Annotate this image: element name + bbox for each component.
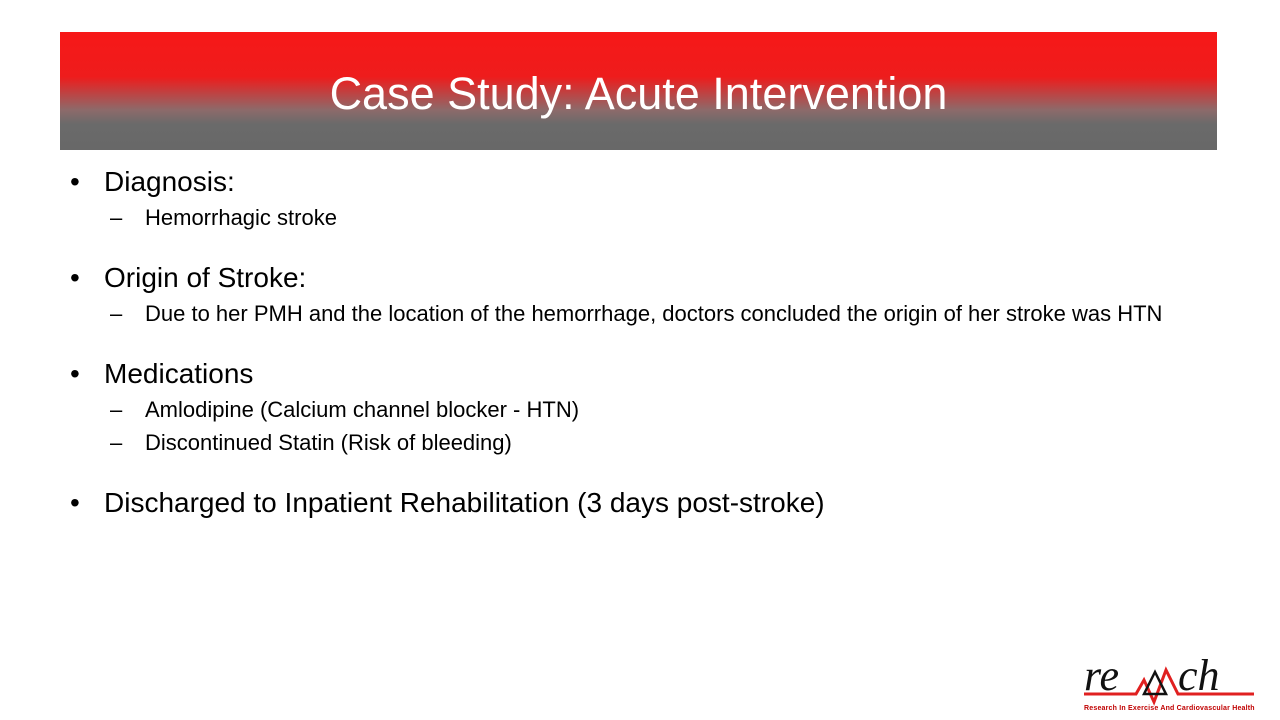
reach-logo-graphic: [1082, 650, 1262, 712]
bullet-marker-icon: •: [70, 487, 80, 518]
bullet-item: [62, 484, 1222, 522]
dash-marker-icon: –: [110, 205, 123, 230]
sub-bullet-item: [110, 393, 1222, 426]
dash-marker-icon: –: [110, 430, 123, 455]
sub-bullet-text: Amlodipine (Calcium channel blocker - HTN): [145, 397, 580, 422]
sub-bullet-item: [110, 201, 1222, 234]
bullet-text: Origin of Stroke:: [104, 262, 307, 293]
spacer: [62, 234, 1222, 259]
sub-bullet-text: Due to her PMH and the location of the hemorrhage, doctors concluded the origin of her stroke was HTN: [145, 301, 1163, 326]
page-title: Case Study: Acute Intervention: [329, 67, 948, 119]
svg-text:re: re: [1084, 651, 1120, 700]
spacer: [62, 330, 1222, 355]
dash-marker-icon: –: [110, 397, 123, 422]
reach-logo-tagline: Research In Exercise And Cardiovascular Health: [1084, 705, 1255, 712]
sub-bullet-item: [110, 297, 1222, 330]
bullet-item: [62, 355, 1222, 393]
sub-bullet-text: Hemorrhagic stroke: [145, 205, 337, 230]
svg-text:ch: ch: [1178, 651, 1220, 700]
slide-body: [62, 163, 1222, 522]
reach-logo: [1082, 650, 1262, 712]
bullet-marker-icon: •: [70, 358, 80, 389]
bullet-item: [62, 163, 1222, 201]
dash-marker-icon: –: [110, 301, 123, 326]
bullet-text: Discharged to Inpatient Rehabilitation (3 days post-stroke): [104, 487, 825, 518]
title-banner: [60, 32, 1217, 150]
bullet-text: Medications: [104, 358, 254, 389]
sub-bullet-text: Discontinued Statin (Risk of bleeding): [145, 430, 512, 455]
bullet-marker-icon: •: [70, 166, 80, 197]
sub-bullet-item: [110, 426, 1222, 459]
spacer: [62, 459, 1222, 484]
bullet-text: Diagnosis:: [104, 166, 235, 197]
bullet-item: [62, 259, 1222, 297]
bullet-marker-icon: •: [70, 262, 80, 293]
